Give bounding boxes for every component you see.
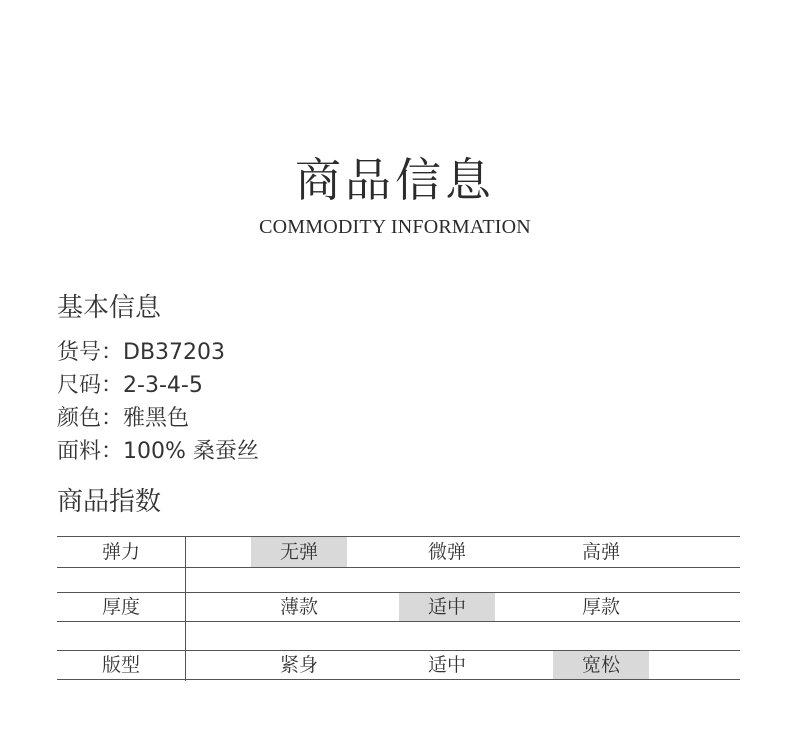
- basic-info-heading: 基本信息: [57, 293, 162, 323]
- info-value: 100% 桑蚕丝: [123, 439, 259, 464]
- table-rule: [57, 679, 740, 680]
- info-value: 雅黑色: [123, 406, 190, 431]
- index-option: 微弹: [427, 541, 466, 563]
- index-option: 紧身: [279, 654, 318, 676]
- table-rule: [57, 621, 740, 622]
- info-value: 2-3-4-5: [123, 373, 203, 398]
- index-option-selected: 适中: [399, 593, 495, 621]
- index-row-label-thickness: 厚度: [101, 596, 140, 618]
- index-row-label-fit: 版型: [101, 654, 140, 676]
- table-rule: [57, 567, 740, 568]
- info-label: 面料：: [57, 439, 124, 464]
- product-index-table: [57, 536, 740, 681]
- page-title-chinese: 商品信息: [295, 153, 495, 207]
- index-row-label-elasticity: 弹力: [101, 541, 140, 563]
- product-index-heading: 商品指数: [57, 487, 162, 517]
- info-row-item-number: [57, 336, 259, 369]
- info-row-color: [57, 402, 259, 435]
- index-option-selected: 宽松: [553, 651, 649, 679]
- page-title-english: COMMODITY INFORMATION: [259, 216, 531, 238]
- info-label: 尺码：: [57, 373, 124, 398]
- info-value: DB37203: [123, 340, 226, 365]
- info-label: 颜色：: [57, 406, 124, 431]
- index-option: 高弹: [581, 541, 620, 563]
- index-option-selected: 无弹: [251, 537, 347, 567]
- info-row-size: [57, 369, 259, 402]
- info-label: 货号：: [57, 340, 124, 365]
- index-option: 适中: [427, 654, 466, 676]
- info-row-fabric: [57, 435, 259, 468]
- index-option: 厚款: [581, 596, 620, 618]
- index-option: 薄款: [279, 596, 318, 618]
- table-column-divider: [185, 536, 186, 681]
- basic-info-list: [57, 336, 259, 468]
